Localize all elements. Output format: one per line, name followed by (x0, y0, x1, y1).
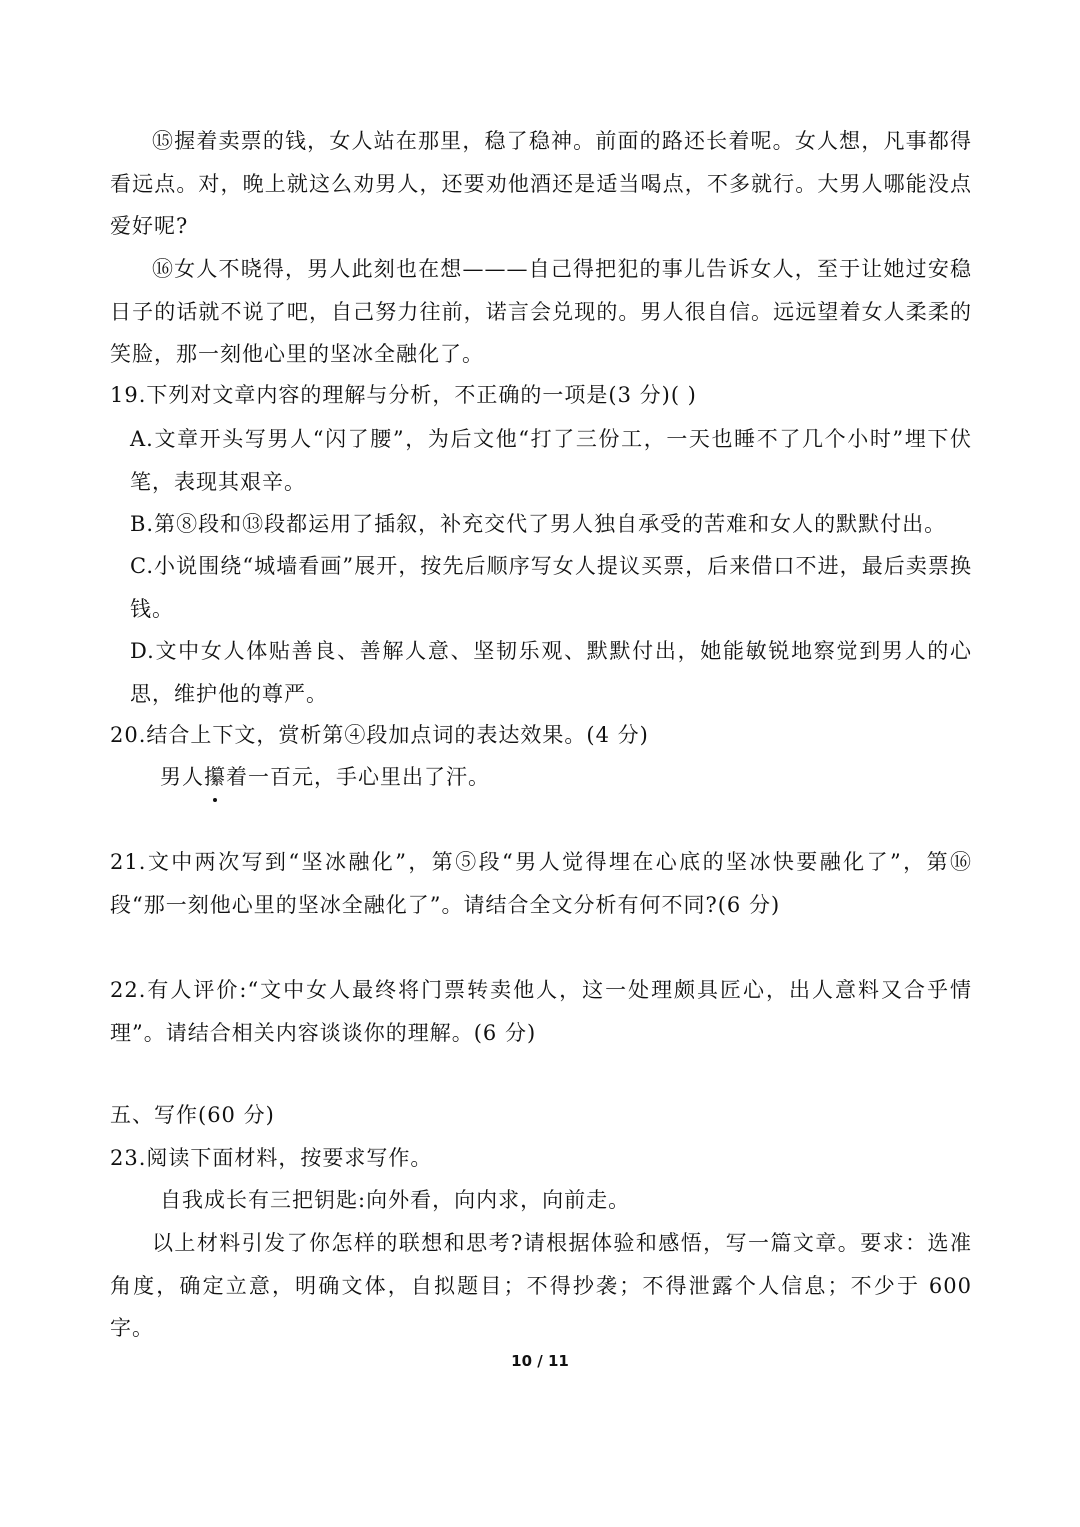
paragraph-15: ⑮握着卖票的钱，女人站在那里，稳了稳神。前面的路还长着呢。女人想，凡事都得看远点。对，晚上就这么劝男人，还要劝他酒还是适当喝点，不多就行。大男人哪能没点爱好呢? (110, 129, 972, 238)
question-23-stem: 23.阅读下面材料，按要求写作。 (110, 1146, 433, 1170)
writing-material: 自我成长有三把钥匙:向外看，向内求，向前走。 (160, 1188, 631, 1212)
question-21-stem: 21.文中两次写到“坚冰融化”，第⑤段“男人觉得埋在心底的坚冰快要融化了”，第⑯段“那一刻他心里的坚冰全融化了”。请结合全文分析有何不同?(6 分) (110, 850, 972, 917)
section-5-heading: 五、写作(60 分) (110, 1103, 275, 1127)
question-19-stem: 19.下列对文章内容的理解与分析，不正确的一项是(3 分)( ) (110, 383, 697, 407)
quote-text-after: 着一百元，手心里出了汗。 (226, 765, 490, 789)
paragraph-16: ⑯女人不晓得，男人此刻也在想———自己得把犯的事儿告诉女人，至于让她过安稳日子的话就不说了吧，自己努力往前，诺言会兑现的。男人很自信。远远望着女人柔柔的笑脸，那一刻他心里的坚冰全融化了。 (110, 257, 972, 366)
question-20-stem: 20.结合上下文，赏析第④段加点词的表达效果。(4 分) (110, 723, 649, 747)
writing-requirement: 以上材料引发了你怎样的联想和思考?请根据体验和感悟，写一篇文章。要求：选准角度，确定立意，明确文体，自拟题目；不得抄袭；不得泄露个人信息；不少于 600 字。 (110, 1231, 972, 1340)
question-19-option-b: B.第⑧段和⑬段都运用了插叙，补充交代了男人独自承受的苦难和女人的默默付出。 (130, 512, 947, 536)
question-22-stem: 22.有人评价:“文中女人最终将门票转卖他人，这一处理颇具匠心，出人意料又合乎情理”。请结合相关内容谈谈你的理解。(6 分) (110, 978, 972, 1045)
question-19-option-c: C.小说围绕“城墙看画”展开，按先后顺序写女人提议买票，后来借口不进，最后卖票换钱。 (130, 554, 972, 621)
question-20-quote (160, 757, 490, 797)
page-number: 10 / 11 (511, 1352, 569, 1370)
quote-text-before: 男人 (160, 765, 204, 789)
dotted-word: 攥 (204, 757, 226, 797)
question-19-option-d: D.文中女人体贴善良、善解人意、坚韧乐观、默默付出，她能敏锐地察觉到男人的心思，维护他的尊严。 (130, 639, 972, 706)
question-19-option-a: A.文章开头写男人“闪了腰”，为后文他“打了三份工，一天也睡不了几个小时”埋下伏笔，表现其艰辛。 (130, 427, 972, 494)
